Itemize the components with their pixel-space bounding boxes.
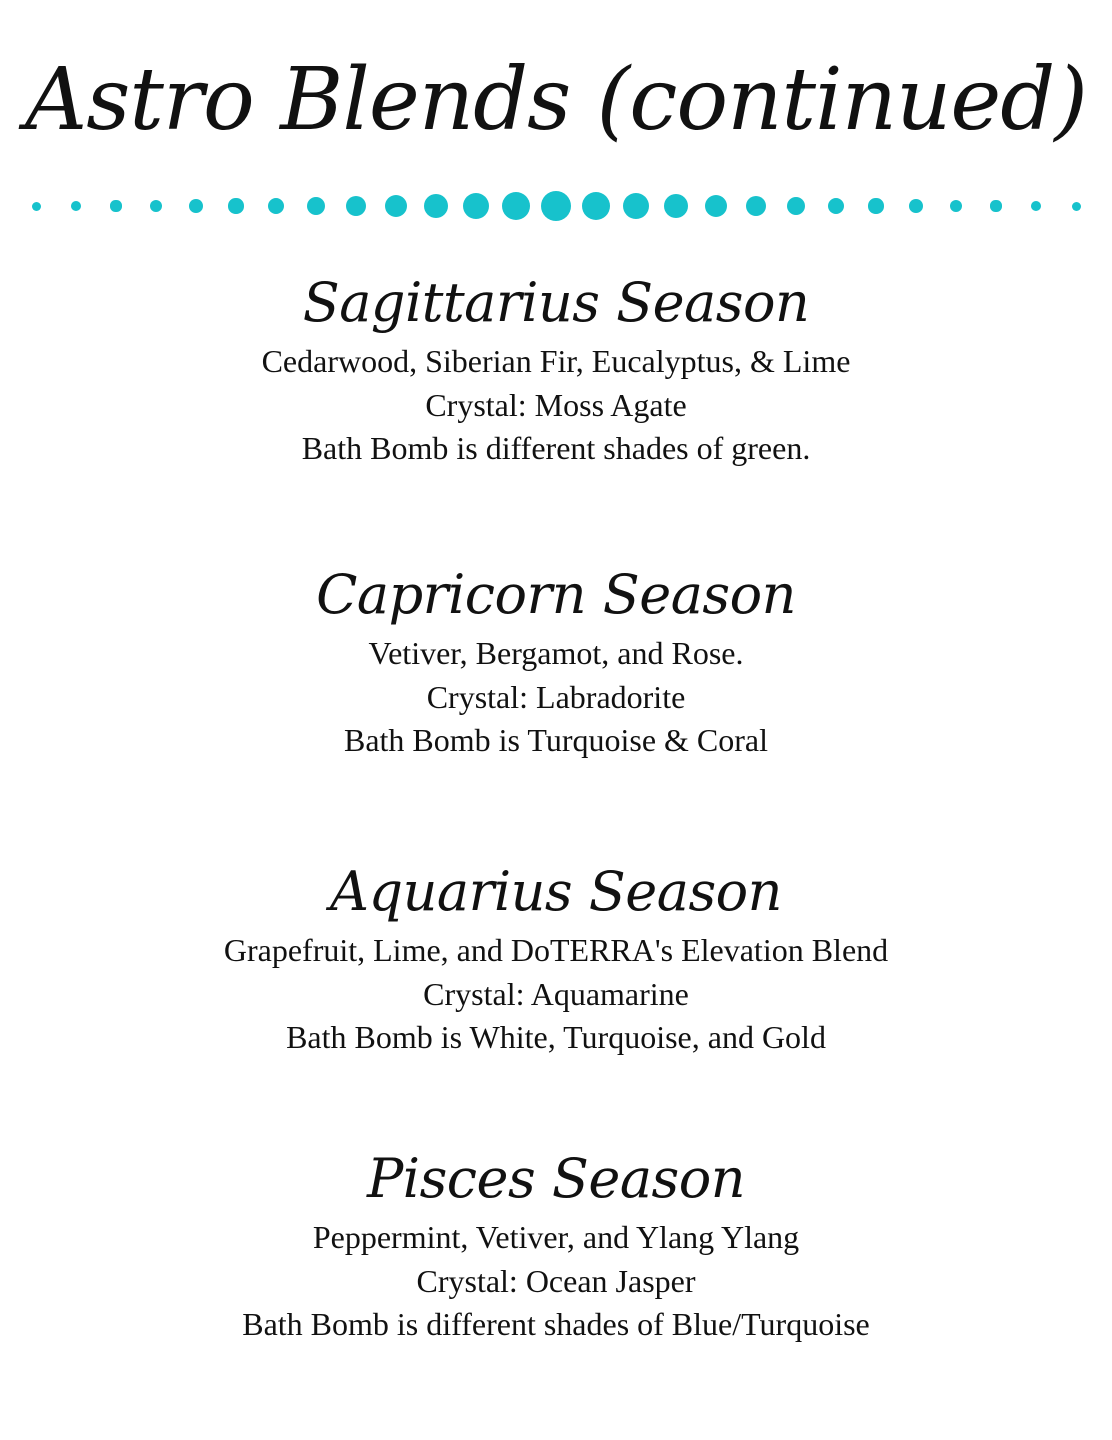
blend-ingredients: Peppermint, Vetiver, and Ylang Ylang [312,1219,800,1255]
divider-dot [71,201,81,211]
dot-divider [0,176,1112,236]
blend-ingredients: Cedarwood, Siberian Fir, Eucalyptus, & Lime [261,343,851,379]
section-capricorn [0,558,1112,763]
divider-dot [228,198,243,213]
divider-dot [664,194,688,218]
divider-dot [705,195,727,217]
crystal-line: Crystal: Ocean Jasper [416,1262,696,1299]
divider-dot [268,198,285,215]
divider-dot [1031,201,1041,211]
crystal-line: Crystal: Aquamarine [423,975,689,1012]
crystal-line: Crystal: Moss Agate [425,386,687,423]
section-title: Sagittarius Season [302,271,810,334]
section-title: Capricorn Season [316,563,796,626]
bath-bomb-line: Bath Bomb is different shades of Blue/Turquoise [242,1306,870,1342]
divider-dot [463,193,489,219]
divider-dot [950,200,962,212]
crystal-line: Crystal: Labradorite [426,678,686,715]
section-pisces [0,1142,1112,1347]
divider-dot [502,192,530,220]
divider-dot [541,191,571,221]
bath-bomb-line: Bath Bomb is different shades of green. [301,430,811,466]
section-title: Aquarius Season [330,860,782,923]
divider-dot [307,197,326,216]
divider-dot [582,192,610,220]
section-aquarius [0,855,1112,1060]
section-sagittarius [0,266,1112,471]
divider-dot [424,194,448,218]
divider-dot [110,200,121,211]
divider-dot [150,200,162,212]
divider-dot [1072,202,1081,211]
bath-bomb-line: Bath Bomb is Turquoise & Coral [343,722,769,758]
divider-dot [32,202,41,211]
divider-dot [346,196,366,216]
divider-dot [787,197,806,216]
divider-dot [385,195,407,217]
divider-dot [623,193,649,219]
divider-dot [909,199,923,213]
blend-ingredients: Grapefruit, Lime, and DoTERRA's Elevation Blend [223,932,889,968]
section-title: Pisces Season [366,1147,746,1210]
divider-dot [746,196,766,216]
bath-bomb-line: Bath Bomb is White, Turquoise, and Gold [286,1019,826,1055]
blend-ingredients: Vetiver, Bergamot, and Rose. [368,635,744,671]
divider-dot [828,198,845,215]
divider-dot [990,200,1001,211]
divider-dot [868,198,883,213]
divider-dot [189,199,203,213]
page-title: Astro Blends (continued) [25,50,1087,150]
